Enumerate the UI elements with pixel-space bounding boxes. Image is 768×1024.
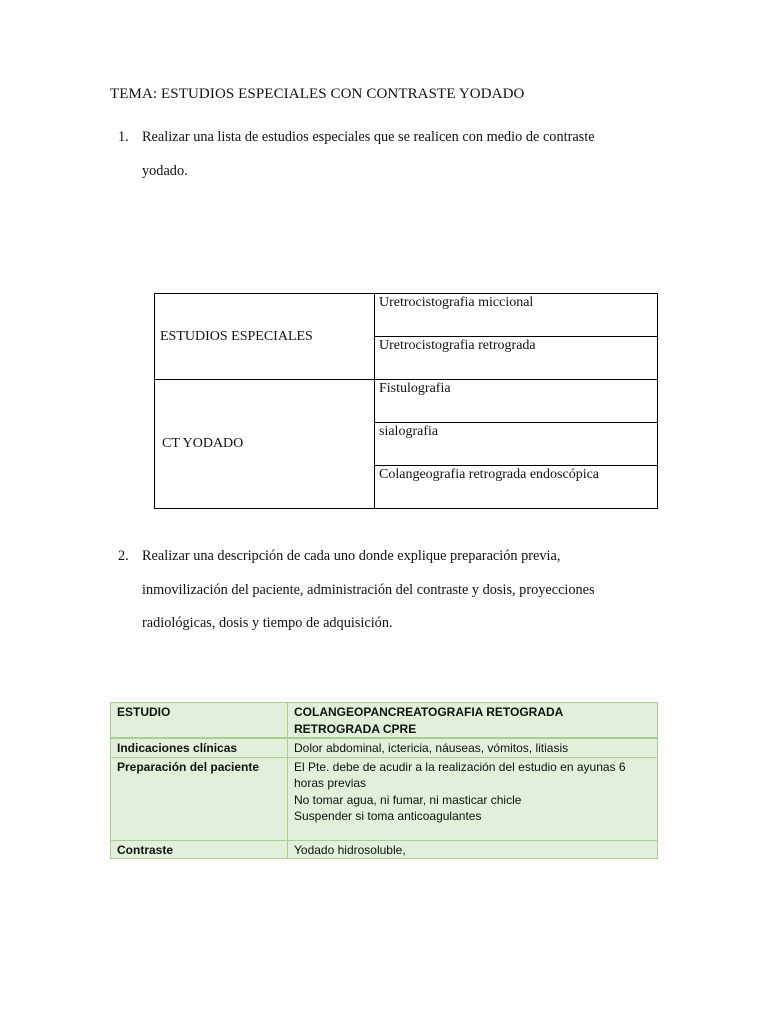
table-row: [155, 294, 658, 337]
group-label: ESTUDIOS ESPECIALES: [155, 294, 375, 380]
table-header-row: [111, 703, 658, 739]
row-value: [288, 840, 658, 859]
study-cell: sialografia: [375, 423, 658, 466]
question-2: [118, 540, 638, 641]
header-value: COLANGEOPANCREATOGRAFIA RETOGRADA RETROGRADA CPRE: [288, 703, 658, 739]
group-label: CT YODADO: [155, 380, 375, 509]
question-text: Realizar una lista de estudios especiales que se realicen con medio de contraste yodado.: [142, 129, 595, 179]
table-row: [111, 738, 658, 757]
study-detail-table: [110, 702, 658, 859]
study-cell: Colangeografia retrograda endoscópica: [375, 466, 658, 509]
row-line: No tomar agua, ni fumar, ni masticar chicle: [294, 792, 522, 807]
row-line: Suspender si toma anticoagulantes: [294, 809, 482, 823]
row-line: El Pte. debe de acudir a la realización del estudio en ayunas 6 horas previas: [294, 759, 626, 790]
row-line: Yodado hidrosoluble,: [294, 842, 406, 857]
studies-table: [154, 293, 658, 509]
table-row: [111, 757, 658, 840]
question-1: [118, 121, 638, 188]
document-title: TEMA: ESTUDIOS ESPECIALES CON CONTRASTE YODADO: [110, 86, 525, 102]
row-value: [288, 738, 658, 757]
header-key: ESTUDIO: [111, 703, 288, 739]
row-key: Contraste: [111, 840, 288, 859]
row-line: Dolor abdominal, ictericia, náuseas, vómitos, litiasis: [294, 741, 569, 755]
table-row: [111, 840, 658, 859]
study-cell: Uretrocistografia miccional: [375, 294, 658, 337]
study-cell: Uretrocistografia retrograda: [375, 337, 658, 380]
table-row: [155, 380, 658, 423]
row-value: [288, 757, 658, 840]
row-key: Preparación del paciente: [111, 757, 288, 840]
question-number: 2.: [118, 548, 129, 564]
study-cell: Fistulografia: [375, 380, 658, 423]
question-text: Realizar una descripción de cada uno donde explique preparación previa, inmovilización del paciente, administración del contraste y dosis, proyecciones radiológicas, dosis y tiempo de adquisición.: [142, 548, 595, 631]
row-key: Indicaciones clínicas: [111, 738, 288, 757]
question-number: 1.: [118, 129, 129, 145]
